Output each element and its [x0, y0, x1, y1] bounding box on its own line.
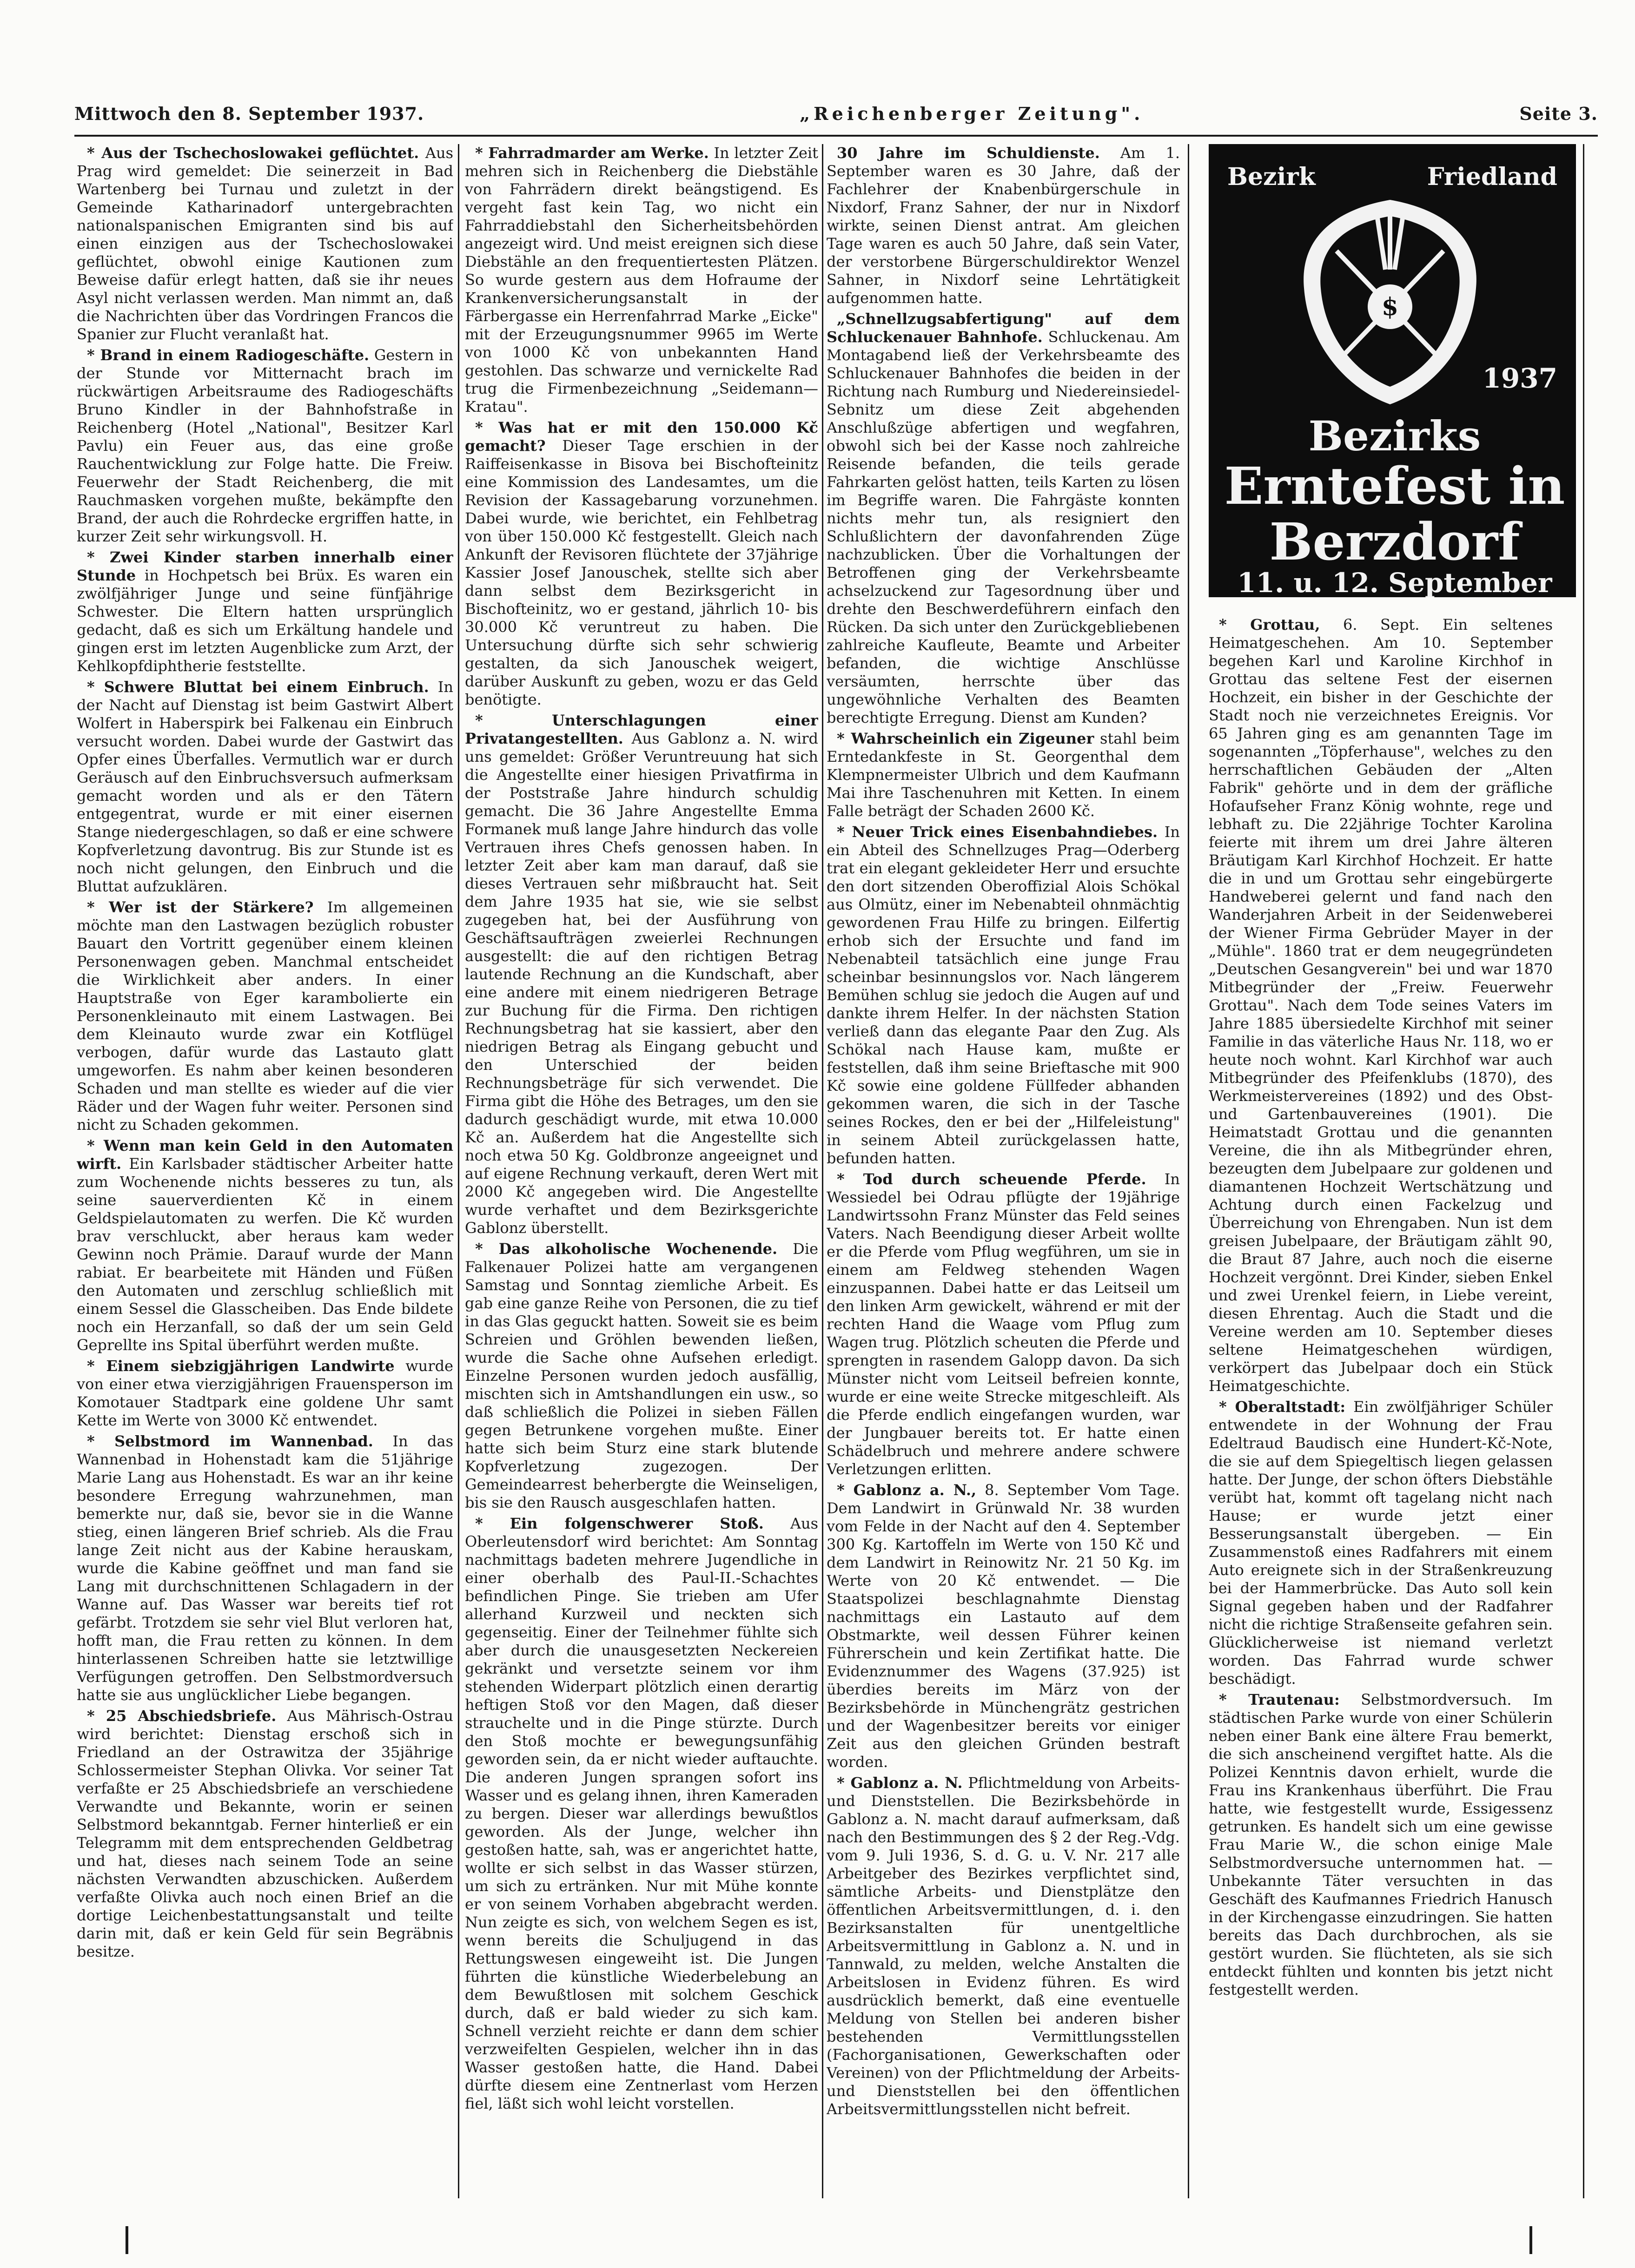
article	[77, 346, 453, 546]
svg-text:$: $	[1381, 293, 1399, 321]
article-body: Aus Mährisch-Ostrau wird berichtet: Dienstag erschoß sich in Friedland an der Ostrawitza der 35jährige Schlossermeister Stephan Olivka. Vor seiner Tat verfaßte er 25 Abschiedsbriefe an verschiedene Verwandte und Bekannte, worin er seinen Selbstmord bekanntgab. Ferner hinterließ er ein Telegramm mit dem entsprechenden Geldbetrag und hat, dieses nach seinem Tode an seine nächsten Verwandten abzuschicken. Außerdem verfaßte Olivka auch noch einen Brief an die dortige Leichenbestattungsanstalt und teilte darin mit, daß er kein Geld für sein Begräbnis besitze.	[77, 1707, 453, 1960]
article	[77, 1707, 453, 1961]
article	[827, 823, 1180, 1167]
article	[77, 898, 453, 1134]
article	[77, 548, 453, 675]
ad-top-line	[1209, 163, 1576, 191]
article-body: In letzter Zeit mehren sich in Reichenberg die Diebstähle von Fahrrädern direkt beängstigend. Es vergeht fast kein Tag, wo nicht ein Fahrraddiebstahl den Sicherheitsbehörden angezeigt wird. Und meist ereignen sich diese Diebstähle an den frequentiertesten Plätzen. So wurde gestern aus dem Hofraume der Krankenversicherungsanstalt in der Färbergasse ein Herrenfahrrad Marke „Eicke" mit der Erzeugungsnummer 9965 im Werte von 1000 Kč von unbekannten Hand gestohlen. Das schwarze und vernickelte Rad trug die Firmenbezeichnung „Seidemann—Kratau".	[465, 144, 818, 415]
ad-bezirks: Bezirks	[1308, 412, 1481, 460]
column-4	[1209, 616, 1553, 2196]
article-body: In der Nacht auf Dienstag ist beim Gastwirt Albert Wolfert in Haberspirk bei Falkenau ein Einbruch versucht worden. Dabei wurde der Gastwirt das Opfer eines Überfalles. Vermutlich war er durch Geräusch auf den Einbruchsversuch aufmerksam gemacht worden und als er den Tätern entgegentrat, wurde er mit einer eisernen Stange niedergeschlagen, so daß er eine schwere Kopfverletzung davontrug. Bis zur Stunde ist es noch nicht gelungen, den Einbruch und die Bluttat aufzuklären.	[77, 678, 453, 895]
article	[77, 1357, 453, 1430]
harvest-shield-emblem-icon	[1290, 195, 1490, 409]
article	[827, 1170, 1180, 1478]
article-body: stahl beim Erntedankfeste in St. Georgenthal dem Klempnermeister Ulbrich und dem Kaufmann Mai ihre Taschenuhren mit Ketten. In einem Falle beträgt der Schaden 2600 Kč.	[827, 730, 1180, 820]
article-body: Pflichtmeldung von Arbeits- und Dienststellen. Die Bezirksbehörde in Gablonz a. N. macht darauf aufmerksam, daß nach den Bestimmungen des § 2 der Reg.-Vdg. vom 9. Juli 1936, S. d. G. u. V. Nr. 217 alle Arbeitgeber des Bezirkes verpflichtet sind, sämtliche Arbeits- und Dienstplätze den öffentlichen Arbeitsvermittlungen, d. i. den Bezirksanstalten für unentgeltliche Arbeitsvermittlung in Gablonz a. N. und in Tannwald, zu melden, welche Anstalten die Arbeitslosen in Evidenz führen. Es wird ausdrücklich bemerkt, daß eine eventuelle Meldung von Stellen bei anderen bisher bestehenden Vermittlungsstellen (Fachorganisationen, Gewerkschaften oder Vereinen) von der Pflichtmeldung der Arbeits- und Dienststellen bei den öffentlichen Arbeitsvermittlungsstellen nicht befreit.	[827, 1774, 1180, 2118]
column-divider	[1188, 144, 1189, 2198]
article	[1209, 1691, 1553, 1999]
ad-erntefest: Erntefest in	[1224, 456, 1565, 516]
article-headline: * Neuer Trick eines Eisenbahndiebes.	[837, 823, 1158, 841]
article-body: wurde von einer etwa vierzigjährigen Frauensperson im Komotauer Stadtpark eine goldene Uhr samt Kette im Werte von 3000 Kč entwendet.	[77, 1357, 453, 1429]
article	[465, 144, 818, 416]
article-headline: * Trautenau:	[1219, 1691, 1340, 1708]
column-divider	[1583, 144, 1584, 2198]
article-headline: * Fahrradmarder am Werke.	[475, 144, 709, 162]
article-headline: * Unterschlagungen einer Privatangestellten.	[465, 712, 818, 747]
header-rule	[74, 135, 1598, 137]
article	[827, 730, 1180, 820]
column-1	[77, 144, 453, 2198]
column-2	[465, 144, 818, 2198]
article-headline: * Wenn man kein Geld in den Automaten wirft.	[77, 1137, 453, 1173]
article-body: Selbstmordversuch. Im städtischen Parke wurde von einer Schülerin neben einer Bank eine ältere Frau bemerkt, die sich anscheinend vergiftet hatte. Als die Polizei Kenntnis davon erhielt, wurde die Frau ins Krankenhaus überführt. Die Frau hatte, wie festgestellt wurde, Essigessenz getrunken. Es handelt sich um eine gewisse Frau Marie W., die schon einige Male Selbstmordversuche unternommen hat. — Unbekannte Täter versuchten in das Geschäft des Kaufmannes Friedrich Hanusch in der Kirchengasse einzudringen. Sie hatten bereits das Dach durchbrochen, als sie gestört wurden. Sie flüchteten, als sie sich entdeckt fühlten und konnten bis jetzt nicht festgestellt werden.	[1209, 1691, 1553, 1998]
article-body: in Hochpetsch bei Brüx. Es waren ein zwölfjähriger Junge und seine fünfjährige Schwester. Die Eltern hatten ursprünglich gedacht, daß es sich um Erkältung handele und gingen erst im letzten Augenblicke zum Arzt, der Kehlkopfdiphtherie feststellte.	[77, 567, 453, 675]
article-body: Ein zwölfjähriger Schüler entwendete in der Wohnung der Frau Edeltraud Baudisch eine Hundert-Kč-Note, die sie auf dem Spiegeltisch liegen gelassen hatte. Der Junge, der schon öfters Diebstähle verübt hat, kommt oft tagelang nicht nach Hause; er wurde jetzt einer Besserungsanstalt übergeben. — Ein Zusammenstoß eines Radfahrers mit einem Auto ereignete sich in der Straßenkreuzung bei der Hammerbrücke. Das Auto soll kein Signal gegeben haben und der Radfahrer nicht die richtige Straßenseite gefahren sein. Glücklicherweise ist niemand verletzt worden. Das Fahrrad wurde schwer beschädigt.	[1209, 1398, 1553, 1688]
ad-friedland: Friedland	[1427, 163, 1557, 191]
article	[77, 1137, 453, 1354]
article-body: Gestern in der Stunde vor Mitternacht brach im rückwärtigen Arbeitsraume des Radiogeschäfts Bruno Kindler in der Bahnhofstraße in Reichenberg (Hotel „National", Besitzer Karl Pavlu) ein Feuer aus, das eine große Rauchentwicklung zur Folge hatte. Die Freiw. Feuerwehr der Stadt Reichenberg, die mit Rauchmasken vorgehen mußte, bekämpfte den Brand, der auch die Rohrdecke ergriffen hatte, in kurzer Zeit sehr wirkungsvoll. H.	[77, 346, 453, 545]
header-date: Mittwoch den 8. September 1937.	[74, 103, 424, 124]
article-body: Im allgemeinen möchte man den Lastwagen bezüglich robuster Bauart den Vortritt gegenüber einem kleinen Personenwagen geben. Manchmal entscheidet die Wirklichkeit aber anders. In einer Hauptstraße von Eger karambolierte ein Personenkleinauto mit einem Lastwagen. Bei dem Kleinauto wurde zwar ein Kotflügel verbogen, dafür wurde das Lastauto glatt umgeworfen. Es nahm aber keinen besonderen Schaden und man stellte es wieder auf die vier Räder und der Wagen fuhr weiter. Personen sind nicht zu Schaden gekommen.	[77, 898, 453, 1134]
ad-year: 1937	[1482, 363, 1557, 394]
article	[465, 1240, 818, 1512]
ad-berzdorf: Berzdorf	[1269, 512, 1520, 572]
article-headline: * Was hat er mit den 150.000 Kč gemacht?	[465, 419, 818, 455]
article-headline: * Tod durch scheuende Pferde.	[837, 1170, 1146, 1188]
article-headline: * Einem siebzigjährigen Landwirte	[87, 1357, 395, 1375]
article-body: Ein Karlsbader städtischer Arbeiter hatte zum Wochenende nichts besseres zu tun, als seine sauerverdienten Kč in einem Geldspielautomaten zu werfen. Die Kč wurden brav verschluckt, aber heraus kam weder Gewinn noch Prämie. Darauf wurde der Mann rabiat. Er bearbeitete mit Händen und Füßen den Automaten und zerschlug schließlich mit einem Sessel die Glasscheiben. Das Ende bildete noch ein Herzanfall, so daß der um sein Geld Geprellte ins Spital überführt werden mußte.	[77, 1155, 453, 1354]
erntefest-advertisement	[1209, 144, 1576, 597]
header-newspaper-title: „Reichenberger Zeitung".	[800, 103, 1144, 124]
article-headline: * Gablonz a. N.	[837, 1774, 963, 1792]
article-headline: * Wer ist der Stärkere?	[87, 898, 314, 916]
article-body: In das Wannenbad in Hohenstadt kam die 51jährige Marie Lang aus Hohenstadt. Es war an ihr keine besondere Erregung wahrzunehmen, man bemerkte nur, daß sie, bevor sie in die Wanne stieg, einen längeren Brief schrieb. Als die Frau lange Zeit nicht aus der Kabine herauskam, wurde die Kabine geöffnet und man fand sie Lang mit durchschnittenen Schlagadern in der Wanne auf. Das Wasser war bereits tief rot gefärbt. Trotzdem sie sehr viel Blut verloren hat, hofft man, die Frau retten zu können. In dem hinterlassenen Schreiben hatte sie letztwillige Verfügungen getroffen. Den Selbstmordversuch hatte sie aus unglücklicher Liebe begangen.	[77, 1432, 453, 1704]
article-headline: * Ein folgenschwerer Stoß.	[475, 1515, 764, 1532]
article	[465, 712, 818, 1237]
article	[77, 678, 453, 896]
article	[465, 419, 818, 709]
article	[827, 1481, 1180, 1771]
article	[827, 144, 1180, 307]
article-headline: * Schwere Bluttat bei einem Einbruch.	[87, 678, 429, 696]
article-headline: * 25 Abschiedsbriefe.	[87, 1707, 277, 1725]
article	[827, 310, 1180, 727]
column-divider	[458, 144, 459, 2198]
article-body: In ein Abteil des Schnellzuges Prag—Oderberg trat ein elegant gekleideter Herr und ersuchte den dort sitzenden Oberoffizial Alois Schökal aus Olmütz, einer im Nebenabteil ohnmächtig gewordenen Frau Hilfe zu bringen. Eilfertig erhob sich der Ersuchte und fand im Nebenabteil tatsächlich eine junge Frau scheinbar besinnungslos vor. Nach längerem Bemühen schlug sie jedoch die Augen auf und dankte ihrem Helfer. In der nächsten Station verließ dann das elegante Paar den Zug. Als Schökal nach Hause kam, mußte er feststellen, daß ihm seine Brieftasche mit 900 Kč sowie eine goldene Füllfeder abhanden gekommen waren, die sich in der Tasche seines Rockes, den er bei der „Hilfeleistung" in seinem Abteil zurückgelassen hatte, befunden hatten.	[827, 823, 1180, 1167]
article	[1209, 616, 1553, 1395]
article	[1209, 1398, 1553, 1688]
article-headline: * Aus der Tschechoslowakei geflüchtet.	[87, 144, 419, 162]
article	[827, 1774, 1180, 2118]
article-body: Schluckenau. Am Montagabend ließ der Verkehrsbeamte des Schluckenauer Bahnhofes die beiden in der Richtung nach Rumburg und Niedereinsiedel-Sebnitz um diese Zeit abgehenden Anschlußzüge abfertigen und wegfahren, obwohl sich bei der Kasse noch zahlreiche Reisende befanden, die teils gerade Fahrkarten gelöst hatten, teils Karten zu lösen im Begriffe waren. Die Fahrgäste konnten nichts mehr tun, als resigniert den Schlußlichtern der davonfahrenden Züge nachzublicken. Über die Vorhaltungen der Betroffenen ging der Verkehrsbeamte achselzuckend zur Tagesordnung über und drehte den Beschwerdeführern einfach den Rücken. Da sich unter den Zurückgebliebenen zahlreiche Kaufleute, Beamte und Arbeiter befanden, die wichtige Anschlüsse versäumten, herrschte über das ungewöhnliche Verhalten des Beamten berechtigte Erregung. Dienst am Kunden?	[827, 328, 1180, 726]
article-headline: * Selbstmord im Wannenbad.	[87, 1432, 373, 1450]
column-3	[827, 144, 1180, 2198]
article	[77, 144, 453, 343]
article-headline: 30 Jahre im Schuldienste.	[837, 144, 1100, 162]
article-headline: * Oberaltstadt:	[1219, 1398, 1346, 1416]
article-headline: * Wahrscheinlich ein Zigeuner	[837, 730, 1094, 747]
article-body: Am 1. September waren es 30 Jahre, daß der Fachlehrer der Knabenbürgerschule in Nixdorf, Franz Sahner, der nur in Nixdorf wirkte, seinen Dienst antrat. Am gleichen Tage waren es auch 50 Jahre, daß sein Vater, der verstorbene Bürgerschuldirektor Wenzel Sahner, in Nixdorf seine Lehrtätigkeit aufgenommen hatte.	[827, 144, 1180, 307]
article-headline: „Schnellzugsabfertigung" auf dem Schluckenauer Bahnhofe.	[827, 310, 1180, 346]
article-body: Die Falkenauer Polizei hatte am vergangenen Samstag und Sonntag ziemliche Arbeit. Es gab eine ganze Reihe von Personen, die zu tief in das Glas geguckt hatten. Soweit sie es beim Schreien und Gröhlen bewenden ließen, wurde die Sache ohne Aufsehen erledigt. Einzelne Personen wurden jedoch ausfällig, mischten sich in Amtshandlungen ein usw., so daß schließlich die Polizei in sieben Fällen gegen Betrunkene vorgehen mußte. Einer hatte sich beim Sturz eine stark blutende Kopfverletzung zugezogen. Der Gemeindearrest beherbergte die Weinseligen, bis sie den Rausch ausgeschlafen hatten.	[465, 1240, 818, 1511]
article-body: Aus Prag wird gemeldet: Die seinerzeit in Bad Wartenberg bei Turnau und zuletzt in der Gemeinde Katharinadorf untergebrachten nationalspanischen Emigranten sind bis auf einen einzigen aus der Tschechoslowakei geflüchtet, obwohl einige Kautionen zum Beweise dafür erlegt hatten, daß sie ihr neues Asyl nicht verlassen werden. Man nimmt an, daß die Nachrichten über das Vordringen Francos die Spanier zur Flucht veranlaßt hat.	[77, 144, 453, 343]
article-headline: * Das alkoholische Wochenende.	[475, 1240, 778, 1258]
article-body: 8. September Vom Tage. Dem Landwirt in Grünwald Nr. 38 wurden vom Felde in der Nacht auf den 4. September 300 Kg. Kartoffeln im Werte von 150 Kč und dem Landwirt in Reinowitz Nr. 21 50 Kg. im Werte von 20 Kč entwendet. — Die Staatspolizei beschlagnahmte Dienstag nachmittags ein Lastauto auf dem Obstmarkte, weil dessen Führer keinen Führerschein und kein Zertifikat hatte. Die Evidenznummer des Wagens (37.925) ist überdies bereits im März von der Bezirksbehörde in Münchengrätz gestrichen und der Wagenbesitzer bereits vor einiger Zeit aus den gleichen Gründen bestraft worden.	[827, 1481, 1180, 1771]
footer-mark	[126, 2226, 128, 2254]
article-body: 6. Sept. Ein seltenes Heimatgeschehen. Am 10. September begehen Karl und Karoline Kirchhof in Grottau das seltene Fest der eisernen Hochzeit, ein bisher in der Geschichte der Stadt noch nie verzeichnetes Ereignis. Vor 65 Jahren ging es am genannten Tage im sogenannten „Töpferhause", welches zu den herrschaftlichen Gebäuden der „Alten Fabrik" gehörte und in dem der gräfliche Hofaufseher Franz König wohnte, rege und lebhaft zu. Die 22jährige Tochter Karolina feierte mit ihrem um drei Jahre älteren Bräutigam Karl Kirchhof Hochzeit. Er hatte die in und um Grottau sehr eingebürgerte Handweberei gelernt und fand nach den Wanderjahren Arbeit in der Seidenweberei der Wiener Firma Gebrüder Mayer in der „Mühle". 1860 trat er dem neugegründeten „Deutschen Gesangverein" bei und war 1870 Mitbegründer der „Freiw. Feuerwehr Grottau". Nach dem Tode seines Vaters im Jahre 1885 übersiedelte Kirchhof mit seiner Familie in das väterliche Haus Nr. 118, wo er heute noch wohnt. Karl Kirchhof war auch Mitbegründer des Pfeifenklubs (1870), des Werkmeistervereines (1892) und des Obst- und Gartenbauvereines (1901). Die Heimatstadt Grottau und die genannten Vereine, die ihn als Mitbegründer ehren, bezeugten dem Jubelpaare zur goldenen und diamantenen Hochzeit Wertschätzung und Achtung durch einen Fackelzug und Überreichung von Ehrengaben. Nun ist dem greisen Jubelpaare, der Bräutigam zählt 90, die Braut 87 Jahre, auch noch die eiserne Hochzeit vergönnt. Drei Kinder, sieben Enkel und zwei Urenkel feiern, in Liebe vereint, diesen Ehrentag. Auch die Stadt und die Vereine werden am 10. September dieses seltene Heimatgeschehen würdigen, verkörpert das Jubelpaar doch ein Stück Heimatgeschichte.	[1209, 616, 1553, 1395]
footer-mark	[1529, 2226, 1532, 2254]
page-header	[74, 103, 1598, 133]
article-headline: * Gablonz a. N.,	[837, 1481, 977, 1499]
article-headline: * Grottau,	[1219, 616, 1320, 633]
article-body: Aus Oberleutensdorf wird berichtet: Am Sonntag nachmittags badeten mehrere Jugendliche in einer oberhalb des Paul-II.-Schachtes befindlichen Pinge. Sie trieben am Ufer allerhand Kurzweil und neckten sich gegenseitig. Einer der Teilnehmer fühlte sich aber durch die unausgesetzten Neckereien gekränkt und versetzte seinem vor ihm stehenden Widerpart plötzlich einen derartig heftigen Stoß vor den Magen, daß dieser strauchelte und in die Pinge stürzte. Durch den Stoß mochte er bewegungsunfähig geworden sein, da er nicht wieder auftauchte. Die anderen Jungen sprangen sofort ins Wasser und es gelang ihnen, ihren Kameraden zu bergen. Dieser war allerdings bewußtlos geworden. Als der Junge, welcher ihn gestoßen hatte, sah, was er angerichtet hatte, wollte er sich selbst in das Wasser stürzen, um sich zu ertränken. Nur mit Mühe konnte er von seinem Vorhaben abgebracht werden. Nun zeigte es sich, von welchem Segen es ist, wenn bereits die Schuljugend in das Rettungswesen eingeweiht ist. Die Jungen führten die künstliche Wiederbelebung an dem Bewußtlosen mit solchem Geschick durch, daß er bald wieder zu sich kam. Schnell verzieht reichte er dann dem schier verzweifelten Gespielen, welcher ihn in das Wasser gestoßen hatte, die Hand. Dabei dürfte diesem eine Zentnerlast vom Herzen fiel, läßt sich wohl leicht vorstellen.	[465, 1515, 818, 2112]
article-body: In Wessiedel bei Odrau pflügte der 19jährige Landwirtssohn Franz Münster das Feld seines Vaters. Nach Beendigung dieser Arbeit wollte er die Pferde vom Pflug wegführen, um sie in einem am Feldweg stehenden Wagen einzuspannen. Dabei hatte er das Leitseil um den linken Arm gewickelt, während er mit der rechten Hand die Waage vom Pflug zum Wagen trug. Plötzlich scheuten die Pferde und sprengten in rasendem Galopp davon. Da sich Münster nicht vom Leitseil befreien konnte, wurde er eine weite Strecke mitgeschleift. Als die Pferde endlich eingefangen wurden, war der Jungbauer bereits tot. Er hatte einen Schädelbruch und mehrere andere schwere Verletzungen erlitten.	[827, 1170, 1180, 1478]
article	[465, 1515, 818, 2113]
article-headline: * Brand in einem Radiogeschäfte.	[87, 346, 370, 364]
ad-bezirk: Bezirk	[1227, 163, 1316, 191]
article-body: Aus Gablonz a. N. wird uns gemeldet: Größer Veruntreuung hat sich die Angestellte einer hiesigen Privatfirma in der Poststraße Jahre hindurch schuldig gemacht. Die 36 Jahre Angestellte Emma Formanek muß lange Jahre hindurch das volle Vertrauen ihres Chefs genossen haben. In letzter Zeit aber kam man darauf, daß sie dieses Vertrauen sehr mißbraucht hat. Seit dem Jahre 1935 hat sie, wie sie selbst zugegeben hat, bei der Ausführung von Geschäftsaufträgen zweierlei Rechnungen ausgestellt: die auf den richtigen Betrag lautende Rechnung an die Kundschaft, aber eine andere mit einem niedrigeren Betrage zur Buchung für die Firma. Den richtigen Rechnungsbetrag hat sie kassiert, aber den niedrigen Betrag als Eingang gebucht und den Unterschied der beiden Rechnungsbeträge für sich verwendet. Die Firma gibt die Höhe des Betrages, um den sie dadurch geschädigt wurde, mit etwa 10.000 Kč an. Außerdem hat die Angestellte sich noch etwa 50 Kg. Goldbronze angeeignet und auf eigene Rechnung verkauft, deren Wert mit 2000 Kč angegeben wird. Die Angestellte wurde verhaftet und dem Bezirksgerichte Gablonz überstellt.	[465, 730, 818, 1237]
column-divider	[822, 144, 823, 2198]
article	[77, 1432, 453, 1704]
article-headline: * Zwei Kinder starben innerhalb einer Stunde	[77, 548, 453, 584]
header-page-number: Seite 3.	[1519, 103, 1598, 124]
ad-dates: 11. u. 12. September	[1237, 567, 1552, 597]
article-body: Dieser Tage erschien in der Raiffeisenkasse in Bisova bei Bischofteinitz eine Kommission des Landesamtes, um die Revision der Kassagebarung vorzunehmen. Dabei wurde, wie berichtet, ein Fehlbetrag von über 150.000 Kč festgestellt. Gleich nach Ankunft der Revisoren flüchtete der 37jährige Kassier Josef Janouschek, stellte sich aber dann selbst dem Bezirksgericht in Bischofteinitz, wo er gestand, jährlich 10- bis 30.000 Kč veruntreut zu haben. Die Untersuchung dürfte sich sehr schwierig gestalten, da sich Janouschek weigert, darüber Auskunft zu geben, wozu er das Geld benötigte.	[465, 437, 818, 708]
